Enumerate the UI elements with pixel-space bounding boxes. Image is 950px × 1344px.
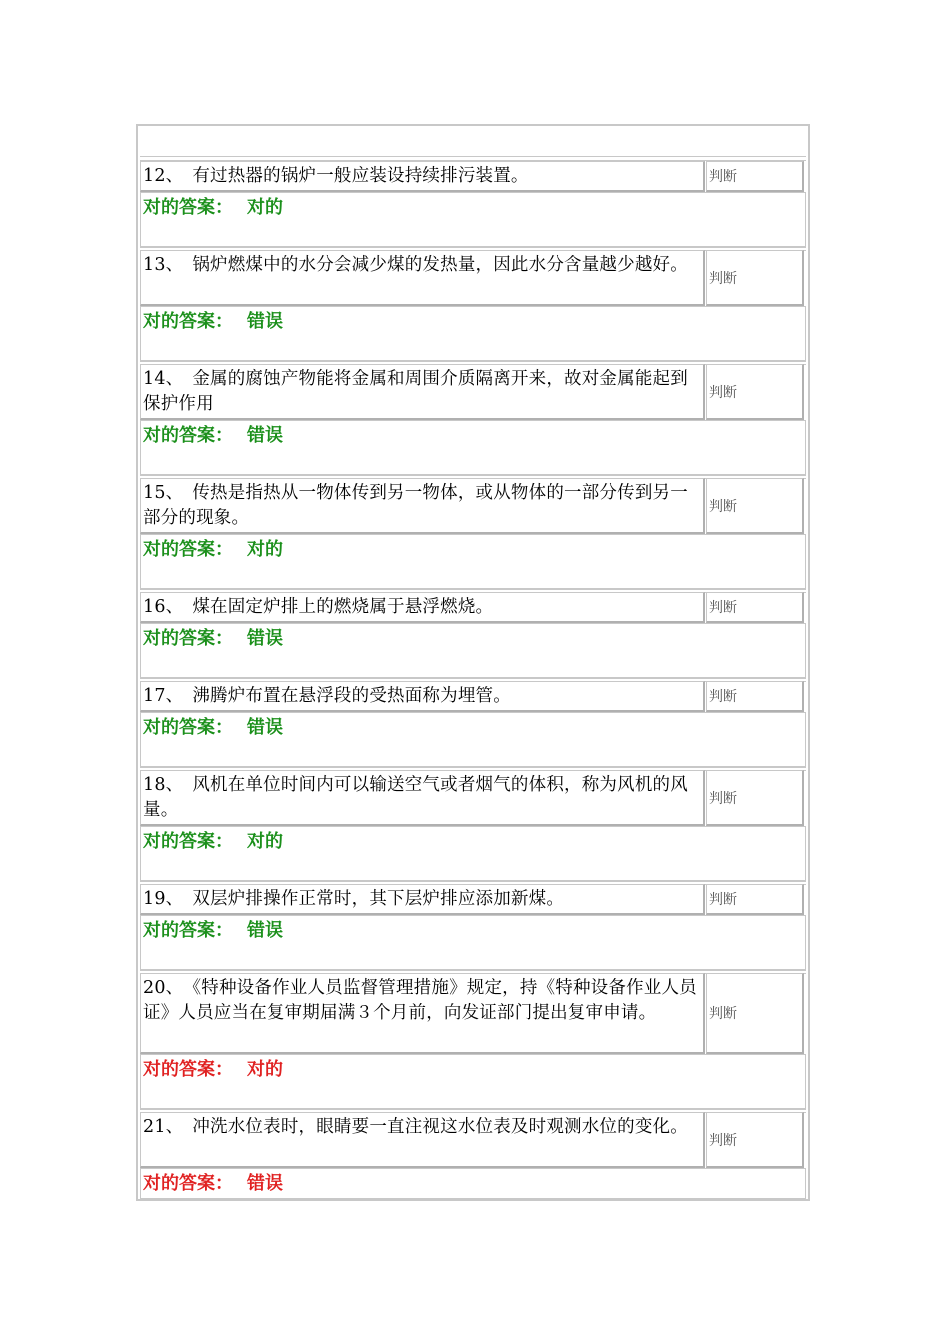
answer-value: 对的 [247,197,283,218]
question-cell: 14、 金属的腐蚀产物能将金属和周围介质隔离开来，故对金属能起到保护作用 [140,364,705,420]
question-cell: 21、 冲洗水位表时，眼睛要一直注视这水位表及时观测水位的变化。 [140,1112,705,1168]
answer-label: 对的答案： [143,539,233,560]
answer-row [140,915,806,971]
question-type: 判断 [706,681,804,712]
question-cell: 15、 传热是指热从一物体传到另一物体，或从物体的一部分传到另一部分的现象。 [140,478,705,534]
answer-label: 对的答案： [143,1059,233,1080]
answer-value: 错误 [247,1173,283,1194]
question-type: 判断 [706,161,804,192]
question-table [136,124,810,1201]
answer-label: 对的答案： [143,717,233,738]
answer-value: 错误 [247,311,283,332]
answer-row [140,192,806,248]
question-cell: 17、 沸腾炉布置在悬浮段的受热面称为埋管。 [140,681,705,712]
answer-row [140,623,806,679]
answer-label: 对的答案： [143,831,233,852]
answer-row [140,826,806,882]
answer-row [140,1168,806,1199]
question-type: 判断 [706,592,804,623]
question-type: 判断 [706,250,804,306]
question-type: 判断 [706,770,804,826]
question-type: 判断 [706,884,804,915]
answer-row [140,534,806,590]
question-type: 判断 [706,973,804,1054]
answer-label: 对的答案： [143,628,233,649]
question-type: 判断 [706,364,804,420]
answer-label: 对的答案： [143,920,233,941]
question-cell: 12、 有过热器的锅炉一般应装设持续排污装置。 [140,161,705,192]
answer-value: 错误 [247,920,283,941]
question-cell: 19、 双层炉排操作正常时，其下层炉排应添加新煤。 [140,884,705,915]
answer-row [140,306,806,362]
answer-label: 对的答案： [143,1173,233,1194]
answer-value: 错误 [247,425,283,446]
answer-value: 错误 [247,717,283,738]
question-type: 判断 [706,1112,804,1168]
answer-value: 对的 [247,539,283,560]
answer-row [140,420,806,476]
question-cell: 20、 《特种设备作业人员监督管理措施》规定，持《特种设备作业人员证》人员应当在复审期届满３个月前，向发证部门提出复审申请。 [140,973,705,1054]
question-cell: 18、 风机在单位时间内可以输送空气或者烟气的体积，称为风机的风量。 [140,770,705,826]
answer-label: 对的答案： [143,311,233,332]
answer-row [140,1054,806,1110]
answer-label: 对的答案： [143,425,233,446]
answer-value: 对的 [247,831,283,852]
question-type: 判断 [706,478,804,534]
question-cell: 13、 锅炉燃煤中的水分会减少煤的发热量，因此水分含量越少越好。 [140,250,705,306]
answer-row [140,712,806,768]
answer-value: 对的 [247,1059,283,1080]
answer-label: 对的答案： [143,197,233,218]
answer-value: 错误 [247,628,283,649]
question-cell: 16、 煤在固定炉排上的燃烧属于悬浮燃烧。 [140,592,705,623]
